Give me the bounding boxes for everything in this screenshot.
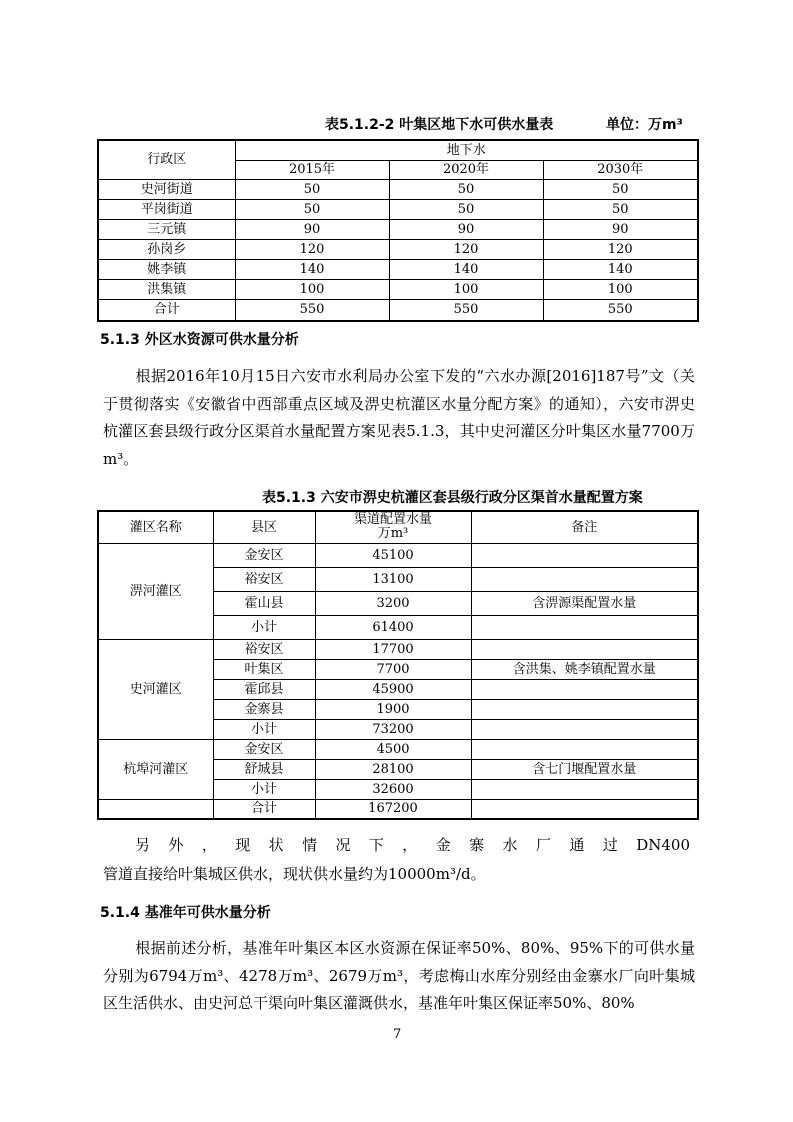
total-value: 167200	[315, 799, 471, 819]
supply-value: 550	[543, 299, 698, 321]
note-cell	[471, 679, 698, 699]
quota-value: 32600	[315, 779, 471, 799]
county-name: 金安区	[213, 543, 315, 567]
county-name: 霍山县	[213, 591, 315, 615]
total-note	[471, 799, 698, 819]
quota-value: 45900	[315, 679, 471, 699]
note-cell: 含淠源渠配置水量	[471, 591, 698, 615]
district-name: 姚李镇	[98, 259, 235, 279]
note-cell	[471, 615, 698, 639]
supply-value: 90	[235, 219, 389, 239]
paragraph-extra-line1: 另外，现状情况下，金寨水厂通过DN400	[135, 836, 690, 854]
supply-value: 120	[543, 239, 698, 259]
table-row	[98, 739, 698, 759]
paragraph-513-text: 根据2016年10月15日六安市水利局办公室下发的“六水办源[2016]187号”文（关于贯彻落实《安徽省中西部重点区域及淠史杭灌区水量分配方案》的通知），六安市淠史杭灌区套县级行政分区渠首水量配置方案见表5.1.3，其中史河灌区分叶集区水量7700万m³。	[103, 367, 695, 468]
table-row	[98, 239, 698, 259]
supply-value: 50	[543, 199, 698, 219]
note-cell: 含洪集、姚李镇配置水量	[471, 659, 698, 679]
supply-value: 100	[235, 279, 389, 299]
county-name: 叶集区	[213, 659, 315, 679]
note-cell	[471, 739, 698, 759]
supply-value: 140	[543, 259, 698, 279]
canal-allocation-table	[97, 510, 699, 820]
supply-value: 50	[235, 199, 389, 219]
total-blank	[98, 799, 213, 819]
table1-unit: 单位：万m³	[606, 117, 683, 133]
quota-value: 13100	[315, 567, 471, 591]
quota-value: 61400	[315, 615, 471, 639]
supply-value: 550	[389, 299, 543, 321]
table1-caption: 表5.1.2-2 叶集区地下水可供水量表	[325, 117, 554, 133]
supply-value: 120	[235, 239, 389, 259]
paragraph-514	[103, 935, 695, 1018]
header-groundwater: 地下水	[235, 140, 698, 160]
table-row	[98, 199, 698, 219]
table-row	[98, 259, 698, 279]
county-name: 裕安区	[213, 639, 315, 659]
note-cell	[471, 543, 698, 567]
district-name: 三元镇	[98, 219, 235, 239]
supply-value: 140	[389, 259, 543, 279]
supply-value: 140	[235, 259, 389, 279]
county-name: 小计	[213, 779, 315, 799]
supply-value: 90	[389, 219, 543, 239]
county-name: 霍邱县	[213, 679, 315, 699]
district-name: 史河街道	[98, 179, 235, 199]
supply-value: 50	[235, 179, 389, 199]
header-year: 2030年	[543, 160, 698, 179]
header-quota-unit: 万m³	[377, 526, 409, 542]
table-row	[98, 299, 698, 321]
header-quota	[315, 511, 471, 543]
irrigation-area-name: 淠河灌区	[98, 543, 213, 639]
table-row	[98, 179, 698, 199]
table-row	[98, 219, 698, 239]
county-name: 小计	[213, 719, 315, 739]
table-row	[98, 279, 698, 299]
table-row	[98, 543, 698, 567]
header-quota-line1: 渠道配置水量	[353, 512, 432, 528]
quota-value: 1900	[315, 699, 471, 719]
supply-value: 50	[543, 179, 698, 199]
paragraph-extra-line2: 管道直接给叶集城区供水，现状供水量约为10000m³/d。	[103, 865, 486, 883]
header-admin-district: 行政区	[98, 140, 235, 179]
quota-value: 7700	[315, 659, 471, 679]
county-name: 舒城县	[213, 759, 315, 779]
county-name: 金寨县	[213, 699, 315, 719]
supply-value: 50	[389, 199, 543, 219]
district-name: 洪集镇	[98, 279, 235, 299]
supply-value: 550	[235, 299, 389, 321]
district-name: 平岗街道	[98, 199, 235, 219]
district-name: 合计	[98, 299, 235, 321]
irrigation-area-name: 史河灌区	[98, 639, 213, 739]
paragraph-514-text: 根据前述分析，基准年叶集区本区水资源在保证率50%、80%、95%下的可供水量分别为6794万m³、4278万m³、2679万m³，考虑梅山水库分别经由金寨水厂向叶集城区生活供水、由史河总干渠向叶集区灌溉供水，基准年叶集区保证率50%、80%	[103, 939, 695, 1012]
paragraph-513	[103, 363, 695, 473]
note-cell	[471, 567, 698, 591]
note-cell	[471, 779, 698, 799]
note-cell: 含七门堰配置水量	[471, 759, 698, 779]
district-name: 孙岗乡	[98, 239, 235, 259]
header-irrigation-area: 灌区名称	[98, 511, 213, 543]
supply-value: 100	[543, 279, 698, 299]
header-year: 2015年	[235, 160, 389, 179]
county-name: 金安区	[213, 739, 315, 759]
quota-value: 4500	[315, 739, 471, 759]
header-year: 2020年	[389, 160, 543, 179]
table-row	[98, 639, 698, 659]
quota-value: 3200	[315, 591, 471, 615]
table2-caption: 表5.1.3 六安市淠史杭灌区套县级行政分区渠首水量配置方案	[262, 490, 643, 506]
supply-value: 100	[389, 279, 543, 299]
irrigation-area-name: 杭埠河灌区	[98, 739, 213, 799]
note-cell	[471, 719, 698, 739]
supply-value: 120	[389, 239, 543, 259]
supply-value: 90	[543, 219, 698, 239]
section-title-513: 5.1.3 外区水资源可供水量分析	[100, 332, 299, 348]
total-row	[98, 799, 698, 819]
section-title-514: 5.1.4 基准年可供水量分析	[100, 905, 271, 921]
quota-value: 73200	[315, 719, 471, 739]
note-cell	[471, 699, 698, 719]
quota-value: 28100	[315, 759, 471, 779]
supply-value: 50	[389, 179, 543, 199]
note-cell	[471, 639, 698, 659]
header-county: 县区	[213, 511, 315, 543]
page-number: 7	[393, 1027, 402, 1042]
county-name: 小计	[213, 615, 315, 639]
quota-value: 17700	[315, 639, 471, 659]
county-name: 裕安区	[213, 567, 315, 591]
quota-value: 45100	[315, 543, 471, 567]
total-label: 合计	[213, 799, 315, 819]
header-note: 备注	[471, 511, 698, 543]
groundwater-supply-table	[97, 139, 699, 322]
